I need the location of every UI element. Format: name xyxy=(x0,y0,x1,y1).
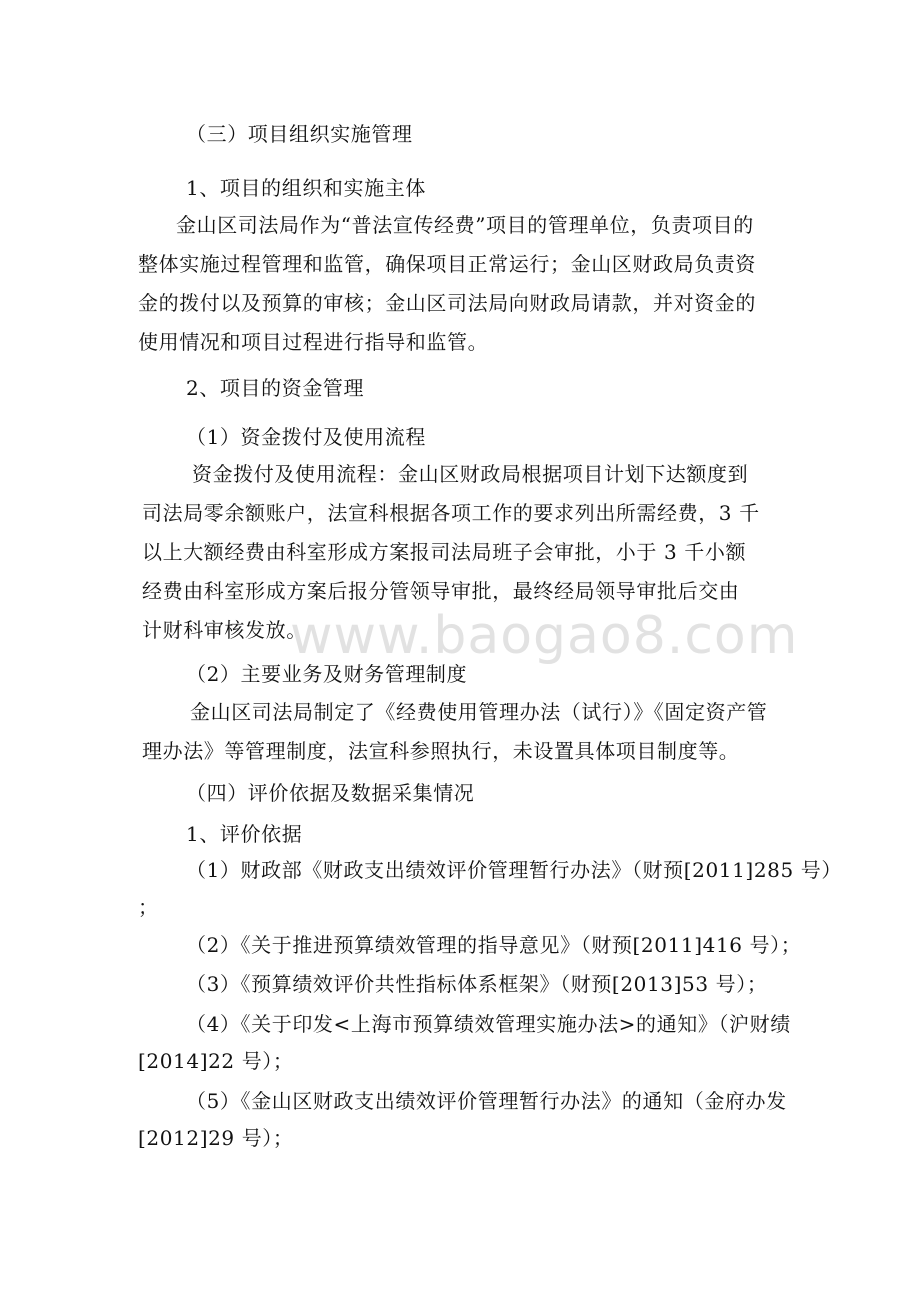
paragraph-line: 以上大额经费由科室形成方案报司法局班子会审批，小于 3 千小额 xyxy=(142,540,747,564)
reference-item: （3）《预算绩效评价共性指标体系框架》（财预[2013]53 号）； xyxy=(186,972,768,996)
paragraph-line: 使用情况和项目过程进行指导和监管。 xyxy=(138,330,489,354)
reference-item-continued: [2014]22 号）； xyxy=(138,1049,294,1073)
paragraph-line: 理办法》等管理制度，法宣科参照执行，未设置具体项目制度等。 xyxy=(142,739,740,763)
reference-item: （1）财政部《财政支出绩效评价管理暂行办法》（财预[2011]285 号） xyxy=(186,858,842,882)
section-heading-4: （四）评价依据及数据采集情况 xyxy=(186,781,475,805)
paragraph-line: 金山区司法局作为“普法宣传经费”项目的管理单位，负责项目的 xyxy=(176,213,754,237)
paragraph-line: 计财科审核发放。 xyxy=(142,618,307,642)
paragraph-line: 金的拨付以及预算的审核；金山区司法局向财政局请款，并对资金的 xyxy=(138,291,756,315)
paragraph-line: 司法局零余额账户，法宣科根据各项工作的要求列出所需经费，3 千 xyxy=(142,501,760,525)
subheading-2-2: （2）主要业务及财务管理制度 xyxy=(186,662,468,686)
reference-item: （2）《关于推进预算绩效管理的指导意见》（财预[2011]416 号）； xyxy=(186,933,802,957)
paragraph-line: 经费由科室形成方案后报分管领导审批，最终经局领导审批后交由 xyxy=(142,579,740,603)
paragraph-line: 资金拨付及使用流程：金山区财政局根据项目计划下达额度到 xyxy=(192,462,749,486)
section-heading-3: （三）项目组织实施管理 xyxy=(186,122,413,146)
paragraph-line: 整体实施过程管理和监管，确保项目正常运行；金山区财政局负责资 xyxy=(138,252,756,276)
subheading-2-1: （1）资金拨付及使用流程 xyxy=(186,425,426,449)
reference-item-continued: [2012]29 号）； xyxy=(138,1126,294,1150)
subheading-1: 1、评价依据 xyxy=(186,822,303,846)
subheading-2: 2、项目的资金管理 xyxy=(186,376,365,400)
paragraph-line: 金山区司法局制定了《经费使用管理办法（试行）》《固定资产管 xyxy=(190,700,768,724)
watermark: www.baogao8.com xyxy=(290,606,799,666)
reference-item: （5）《金山区财政支出绩效评价管理暂行办法》的通知（金府办发 xyxy=(186,1089,787,1113)
reference-item-continued: ； xyxy=(138,895,159,919)
reference-item: （4）《关于印发<上海市预算绩效管理实施办法>的通知》（沪财绩 xyxy=(186,1012,791,1036)
subheading-1: 1、项目的组织和实施主体 xyxy=(186,176,426,200)
